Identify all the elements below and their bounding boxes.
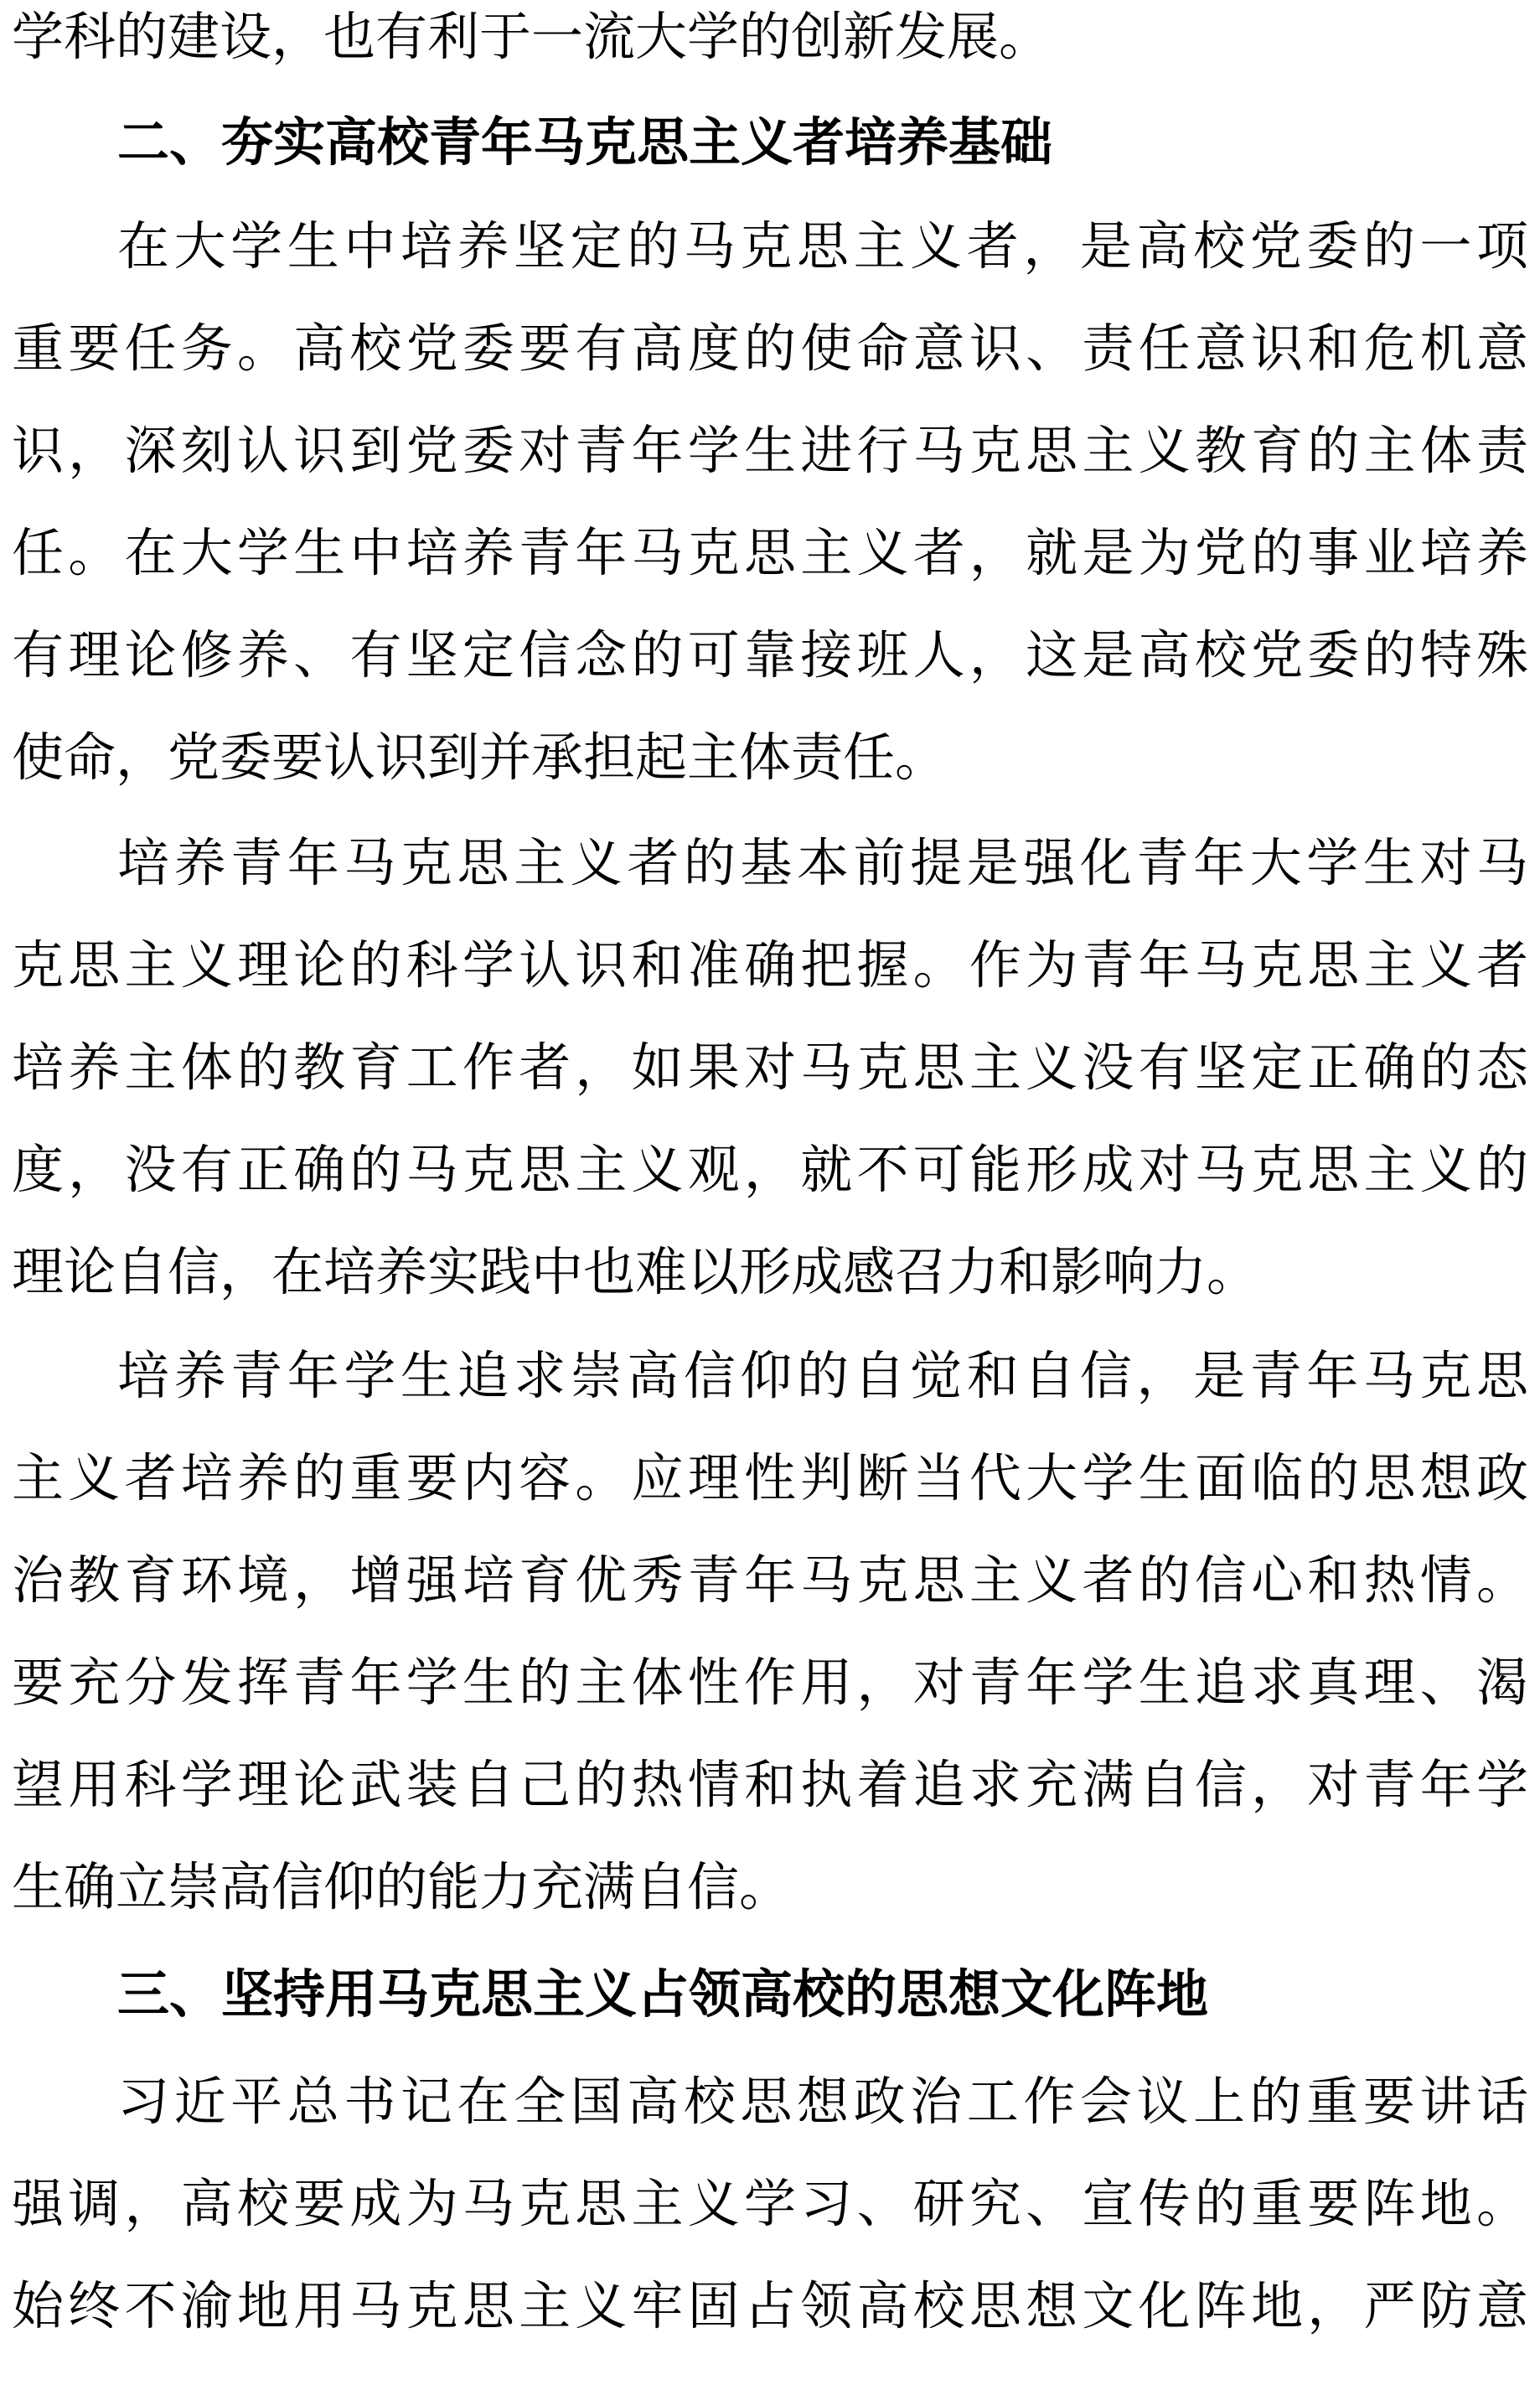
text-line: 度，没有正确的马克思主义观，就不可能形成对马克思主义的 xyxy=(12,1139,1528,1200)
text-line: 理论自信，在培养实践中也难以形成感召力和影响力。 xyxy=(12,1241,1259,1302)
text-line: 主义者培养的重要内容。应理性判断当代大学生面临的思想政 xyxy=(12,1447,1528,1508)
text-line: 克思主义理论的科学认识和准确把握。作为青年马克思主义者 xyxy=(12,934,1528,996)
text-line: 使命，党委要认识到并承担起主体责任。 xyxy=(12,727,948,788)
text-line: 有理论修养、有坚定信念的可靠接班人，这是高校党委的特殊 xyxy=(12,624,1528,685)
text-line: 识，深刻认识到党委对青年学生进行马克思主义教育的主体责 xyxy=(12,420,1528,481)
text-line: 培养青年学生追求崇高信仰的自觉和自信，是青年马克思 xyxy=(117,1345,1528,1406)
text-line: 任。在大学生中培养青年马克思主义者，就是为党的事业培养 xyxy=(12,522,1528,583)
text-line: 重要任务。高校党委要有高度的使命意识、责任意识和危机意 xyxy=(12,318,1528,379)
text-line: 治教育环境，增强培育优秀青年马克思主义者的信心和热情。 xyxy=(12,1549,1528,1611)
text-line: 学科的建设，也有利于一流大学的创新发展。 xyxy=(12,6,1052,67)
section-heading: 三、坚持用马克思主义占领高校的思想文化阵地 xyxy=(117,1963,1209,2025)
text-line: 生确立崇高信仰的能力充满自信。 xyxy=(12,1856,792,1917)
section-heading: 二、夯实高校青年马克思主义者培养基础 xyxy=(117,111,1053,173)
text-line: 要充分发挥青年学生的主体性作用，对青年学生追求真理、渴 xyxy=(12,1652,1528,1713)
text-line: 强调，高校要成为马克思主义学习、研究、宣传的重要阵地。 xyxy=(12,2173,1528,2234)
text-line: 望用科学理论武装自己的热情和执着追求充满自信，对青年学 xyxy=(12,1754,1528,1815)
text-line: 习近平总书记在全国高校思想政治工作会议上的重要讲话 xyxy=(117,2071,1528,2132)
text-line: 在大学生中培养坚定的马克思主义者，是高校党委的一项 xyxy=(117,215,1528,277)
text-line: 始终不渝地用马克思主义牢固占领高校思想文化阵地，严防意 xyxy=(12,2275,1528,2336)
text-line: 培养主体的教育工作者，如果对马克思主义没有坚定正确的态 xyxy=(12,1037,1528,1098)
text-line: 培养青年马克思主义者的基本前提是强化青年大学生对马 xyxy=(117,832,1528,893)
